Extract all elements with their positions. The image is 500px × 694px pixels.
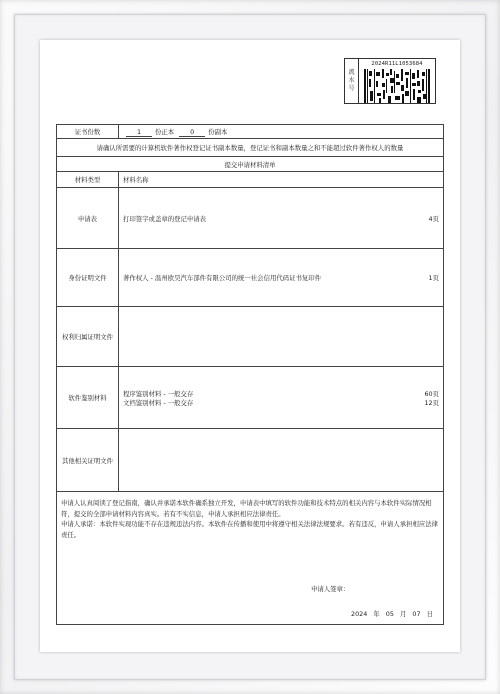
signature-label: 申请人签章： — [311, 585, 350, 593]
list-title: 提交申请材料清单 — [57, 157, 444, 172]
table-row — [57, 249, 444, 307]
material-type: 申请表 — [57, 188, 119, 249]
document-page — [40, 40, 460, 652]
table-row — [57, 188, 444, 249]
material-pages: 4页 — [428, 214, 439, 223]
material-name: 著作权人 - 温州欧昊汽车部件有限公司的统一社会信用代码证书复印件 — [123, 274, 322, 282]
header-material-name: 材料名称 — [119, 172, 444, 188]
serial-label-char: 水 — [348, 77, 355, 84]
material-items — [119, 188, 444, 249]
date-year: 2024 — [351, 610, 368, 618]
declaration-paragraph: 申请人认真阅读了登记指南，确认并承诺本软件确系独立开发，申请表中填写的软件功能和技术特点的相关内容与本软件实际情况相符，提交的全部申请材料内容真实。若有不实信息，申请人承担相应法律责任。 — [61, 499, 432, 518]
date-month: 05 — [385, 610, 394, 618]
material-items-empty — [119, 307, 444, 367]
copies-values — [119, 125, 444, 139]
table-header-row — [57, 172, 444, 188]
material-name: 文档鉴别材料 - 一般交存 — [123, 398, 194, 407]
material-items — [119, 367, 444, 429]
date-month-unit: 月 — [399, 610, 407, 618]
material-pages: 1页 — [428, 274, 439, 282]
serial-label — [345, 59, 359, 103]
copy-unit: 份副本 — [208, 127, 228, 136]
material-item — [123, 389, 439, 398]
qr-code-icon — [364, 69, 430, 103]
material-name: 打印签字或盖章的登记申请表 — [123, 214, 207, 223]
certificate-copies-row — [57, 125, 444, 139]
signature-date — [61, 609, 439, 618]
material-name: 程序鉴别材料 - 一般交存 — [123, 389, 194, 398]
material-type: 身份证明文件 — [57, 249, 119, 307]
material-item — [123, 273, 439, 282]
table-row — [57, 367, 444, 429]
material-item — [123, 214, 439, 223]
serial-number-box — [344, 58, 436, 104]
copy-count: 0 — [179, 128, 205, 137]
material-items-empty — [119, 429, 444, 492]
serial-number: 2024R11L1053684 — [371, 61, 423, 67]
header-material-type: 材料类型 — [57, 172, 119, 188]
material-pages: 12页 — [424, 398, 439, 407]
date-year-unit: 年 — [373, 610, 380, 618]
material-item — [123, 398, 439, 407]
copies-label: 证书份数 — [57, 125, 119, 139]
material-type: 权利归属证明文件 — [57, 307, 119, 367]
table-row — [57, 429, 444, 492]
date-day: 07 — [412, 610, 421, 618]
copies-note-row — [57, 139, 444, 157]
application-materials-table — [56, 124, 444, 625]
material-type: 其他相关证明文件 — [57, 429, 119, 492]
serial-label-char: 号 — [348, 85, 355, 92]
original-unit: 份正本 — [155, 127, 175, 136]
material-type: 软件鉴别材料 — [57, 367, 119, 429]
declaration-row — [57, 492, 444, 625]
declaration-paragraph: 申请人承诺：本软件实现功能不存在违规违法内容。本软件在传播和使用中将遵守相关法律法规要求。若有违反，申请人承担相应法律责任。 — [61, 520, 439, 539]
list-title-row — [57, 157, 444, 172]
material-items — [119, 249, 444, 307]
material-pages: 60页 — [424, 389, 439, 398]
serial-label-char: 流 — [348, 69, 355, 76]
declaration-cell — [57, 492, 444, 625]
date-day-unit: 日 — [426, 610, 433, 618]
table-row — [57, 307, 444, 367]
original-count: 1 — [126, 128, 152, 137]
copies-note: 请确认所需要的计算机软件著作权登记证书副本数量，登记证书和副本数量之和不能超过软件著作权人的数量 — [57, 139, 444, 157]
